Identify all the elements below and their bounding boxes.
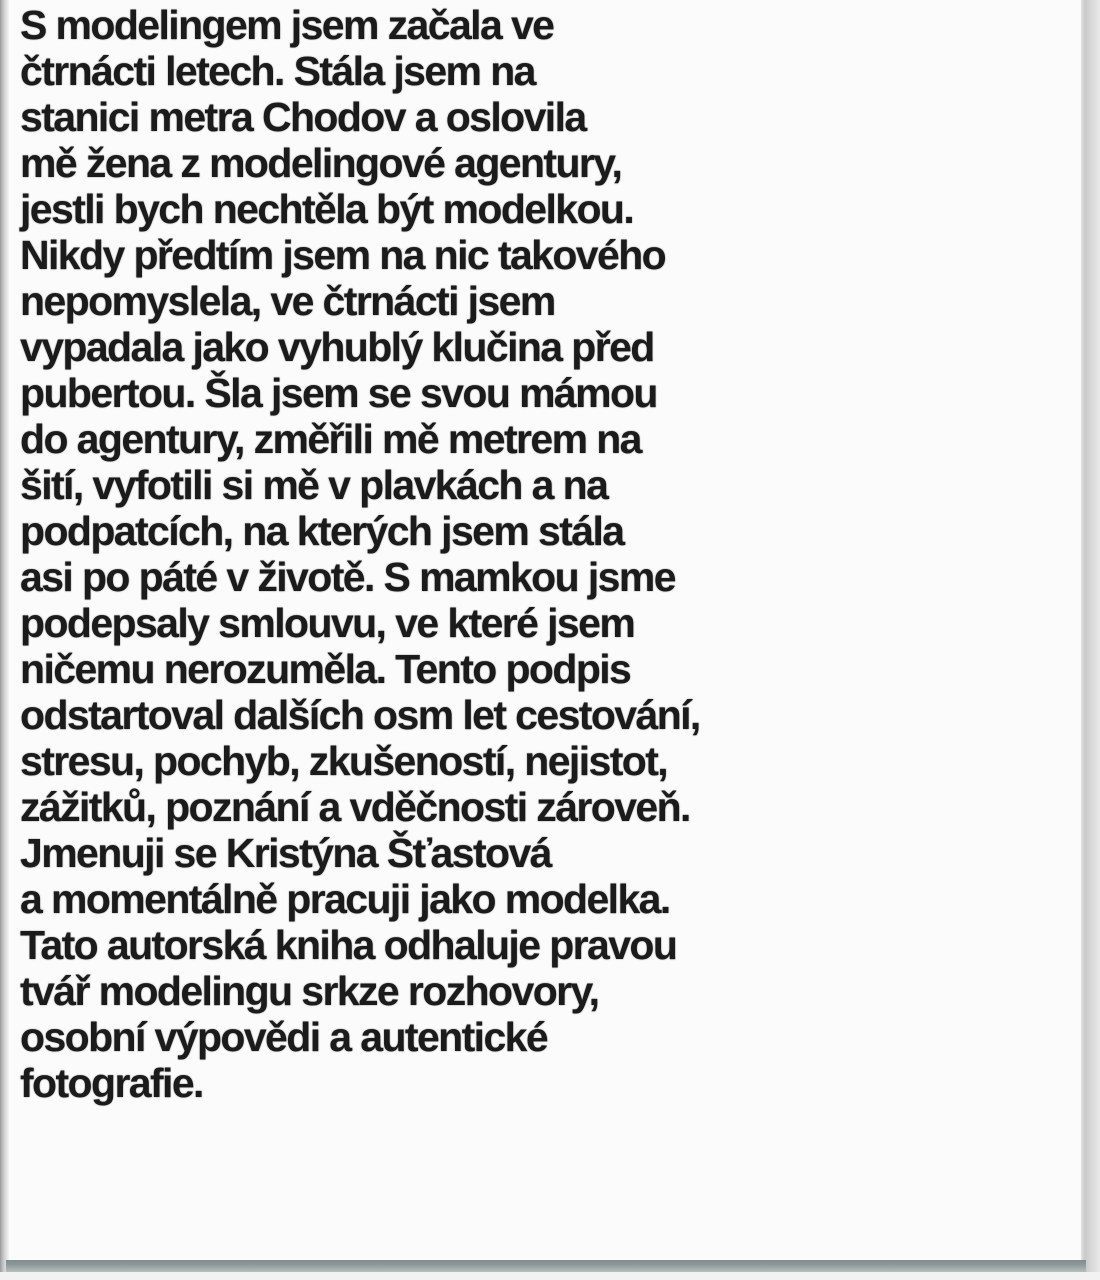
scan-left-edge (0, 0, 9, 1280)
blurb-line: nepomyslela, ve čtrnácti jsem (20, 278, 555, 324)
blurb-line: tvář modelingu srkze rozhovory, (20, 968, 599, 1014)
blurb-line: vypadala jako vyhublý klučina před (20, 324, 654, 370)
blurb-line: pubertou. Šla jsem se svou mámou (20, 370, 657, 416)
scan-right-edge (1081, 0, 1100, 1280)
blurb-line: S modelingem jsem začala ve (20, 2, 554, 48)
blurb-line: a momentálně pracuji jako modelka. (20, 876, 670, 922)
blurb-line: stresu, pochyb, zkušeností, nejistot, (20, 738, 668, 784)
blurb-line: čtrnácti letech. Stála jsem na (20, 48, 535, 94)
blurb-line: ničemu nerozuměla. Tento podpis (20, 646, 631, 692)
blurb-line: mě žena z modelingové agentury, (20, 140, 622, 186)
blurb-line: Nikdy předtím jsem na nic takového (20, 232, 666, 278)
blurb-line: do agentury, změřili mě metrem na (20, 416, 641, 462)
blurb-line: Tato autorská kniha odhaluje pravou (20, 922, 677, 968)
blurb-line: podepsaly smlouvu, ve které jsem (20, 600, 635, 646)
blurb-line: jestli bych nechtěla být modelkou. (20, 186, 634, 232)
scan-bottom-edge (6, 1260, 1086, 1272)
blurb-line: šití, vyfotili si mě v plavkách a na (20, 462, 608, 508)
blurb-line: asi po páté v životě. S mamkou jsme (20, 554, 675, 600)
blurb-line: fotografie. (20, 1060, 203, 1106)
cover-blurb (20, 2, 1080, 1106)
blurb-line: osobní výpovědi a autentické (20, 1014, 548, 1060)
scan-bottom-shadow (0, 1272, 1100, 1280)
blurb-line: Jmenuji se Kristýna Šťastová (20, 830, 551, 876)
blurb-line: zážitků, poznání a vděčnosti zároveň. (20, 784, 690, 830)
blurb-line: stanici metra Chodov a oslovila (20, 94, 586, 140)
blurb-line: podpatcích, na kterých jsem stála (20, 508, 624, 554)
blurb-line: odstartoval dalších osm let cestování, (20, 692, 700, 738)
